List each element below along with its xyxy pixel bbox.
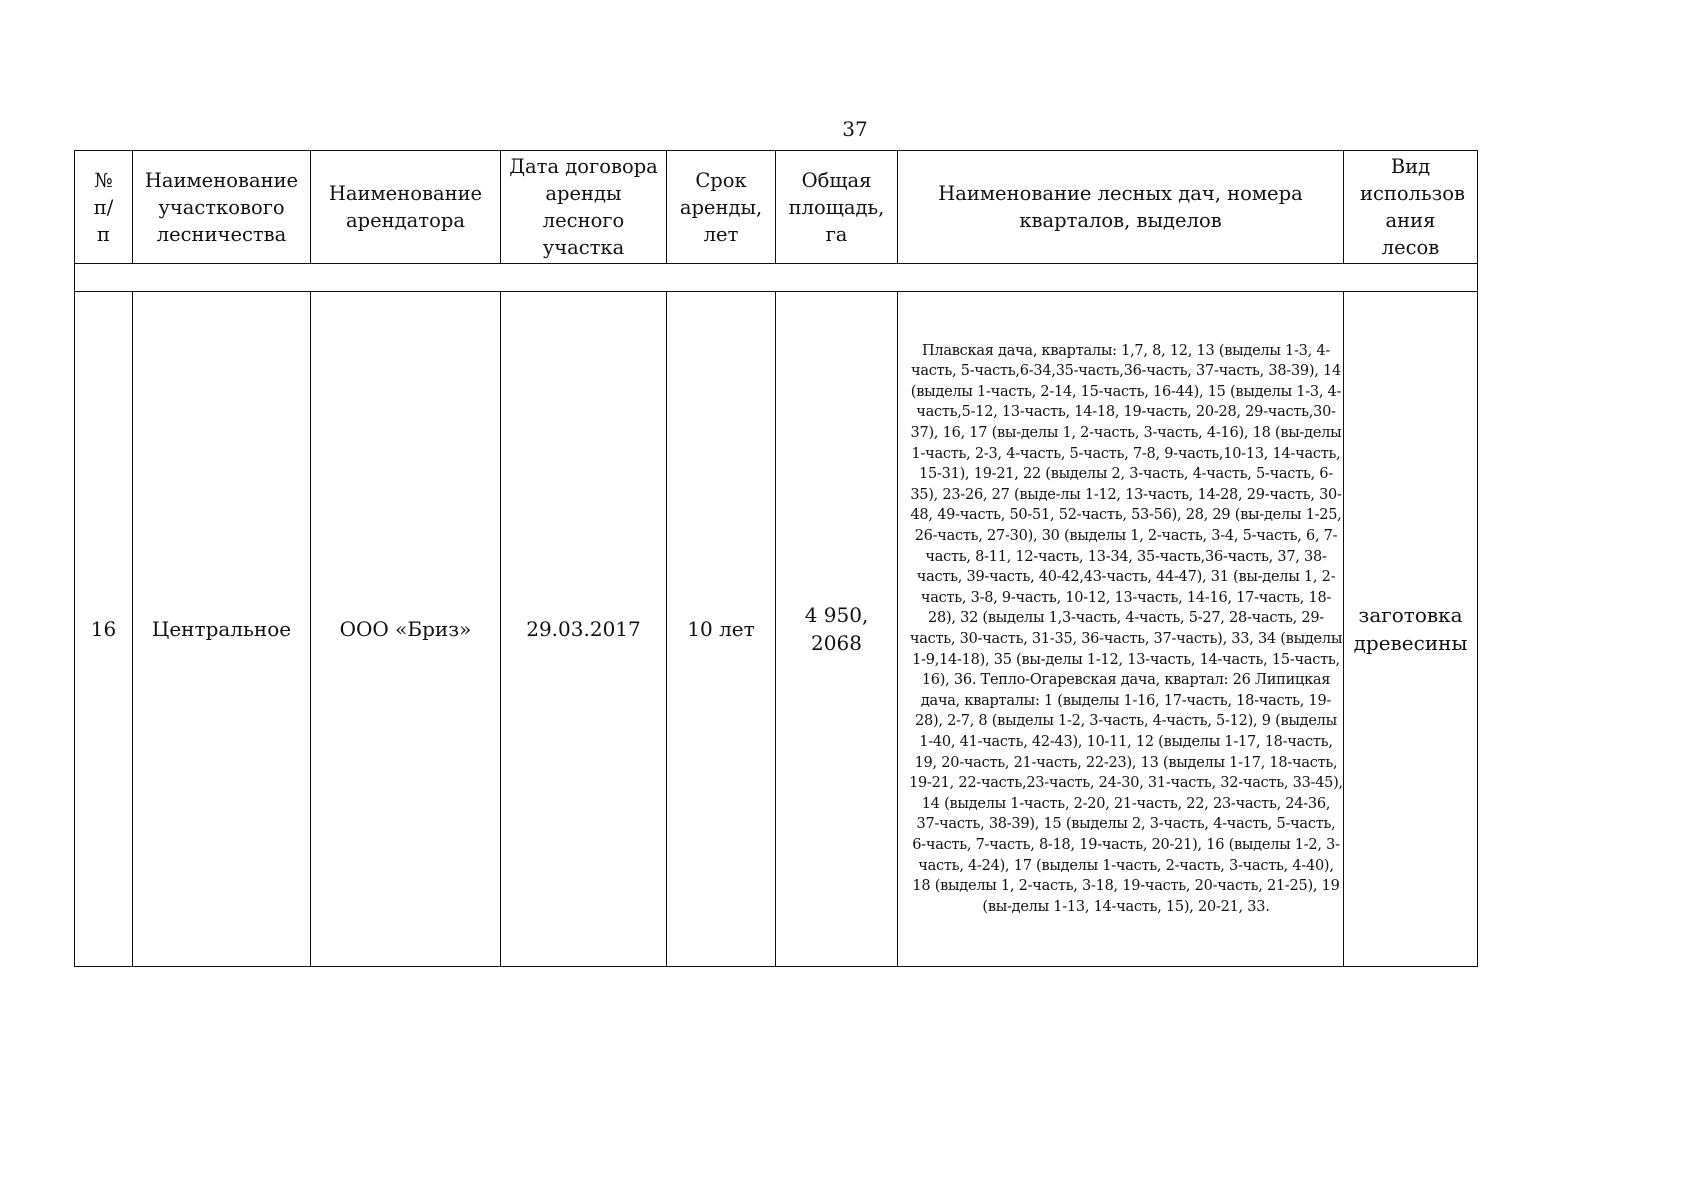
table-header-row bbox=[75, 151, 1478, 264]
spacer-cell bbox=[75, 264, 1478, 292]
plots-text: Плавская дача, кварталы: 1,7, 8, 12, 13 (выделы 1-3, 4-часть, 5-часть,6-34,35-часть,36-часть, 37-часть, 38-39), 14 (выделы 1-часть, 2-14, 15-часть, 16-44), 15 (выделы 1-3, 4-часть,5-12, 13-часть, 14-18, 19-часть, 20-28, 29-часть,30-37), 16, 17 (вы-делы 1, 2-часть, 3-часть, 4-16), 18 (вы-делы 1-часть, 2-3, 4-часть, 5-часть, 7-8, 9-часть,10-13, 14-часть, 15-31), 19-21, 22 (выделы 2, 3-часть, 4-часть, 5-часть, 6-35), 23-26, 27 (выде-лы 1-12, 13-часть, 14-28, 29-часть, 30-48, 49-часть, 50-51, 52-часть, 53-56), 28, 29 (вы-делы 1-25, 26-часть, 27-30), 30 (выделы 1, 2-часть, 3-4, 5-часть, 6, 7-часть, 8-11, 12-часть, 13-34, 35-часть,36-часть, 37, 38-часть, 39-часть, 40-42,43-часть, 44-47), 31 (вы-делы 1, 2-часть, 3-8, 9-часть, 10-12, 13-часть, 14-16, 17-часть, 18-28), 32 (выделы 1,3-часть, 4-часть, 5-27, 28-часть, 29-часть, 30-часть, 31-35, 36-часть, 37-часть), 33, 34 (выделы 1-9,14-18), 35 (вы-делы 1-12, 13-часть, 14-часть, 15-часть, 16), 36. Тепло-Огаревская дача, квартал: 26 Липицкая дача, кварталы: 1 (выделы 1-16, 17-часть, 18-часть, 19-28), 2-7, 8 (выделы 1-2, 3-часть, 4-часть, 5-12), 9 (выделы 1-40, 41-часть, 42-43), 10-11, 12 (выделы 1-17, 18-часть, 19, 20-часть, 21-часть, 22-23), 13 (выделы 1-17, 18-часть, 19-21, 22-часть,23-часть, 24-30, 31-часть, 32-часть, 33-45), 14 (выделы 1-часть, 2-20, 21-часть, 22, 23-часть, 24-36, 37-часть, 38-39), 15 (выделы 2, 3-часть, 4-часть, 5-часть, 6-часть, 7-часть, 8-18, 19-часть, 20-21), 16 (выделы 1-2, 3-часть, 4-24), 17 (выделы 1-часть, 2-часть, 3-часть, 4-40), 18 (выделы 1, 2-часть, 3-18, 19-часть, 20-часть, 21-25), 19 (вы-делы 1-13, 14-часть, 15), 20-21, 33. bbox=[909, 342, 1343, 915]
cell-usage: заготовка древесины bbox=[1344, 292, 1478, 967]
header-usage: Вид использов ания лесов bbox=[1344, 151, 1478, 264]
cell-forestry: Центральное bbox=[133, 292, 311, 967]
header-contract-date: Дата договора аренды лесного участка bbox=[501, 151, 667, 264]
table-spacer-row bbox=[75, 264, 1478, 292]
cell-tenant: ООО «Бриз» bbox=[311, 292, 501, 967]
cell-area: 4 950, 2068 bbox=[776, 292, 898, 967]
header-area: Общая площадь, га bbox=[776, 151, 898, 264]
header-tenant: Наименование арендатора bbox=[311, 151, 501, 264]
header-plots: Наименование лесных дач, номера кварталов, выделов bbox=[898, 151, 1344, 264]
forest-lease-table bbox=[74, 150, 1478, 967]
cell-contract-date: 29.03.2017 bbox=[501, 292, 667, 967]
header-num: № п/п bbox=[75, 151, 133, 264]
page-number: 37 bbox=[842, 117, 868, 141]
table-row bbox=[75, 292, 1478, 967]
cell-term: 10 лет bbox=[667, 292, 776, 967]
cell-plots bbox=[898, 292, 1344, 967]
header-forestry: Наименование участкового лесничества bbox=[133, 151, 311, 264]
header-term: Срок аренды, лет bbox=[667, 151, 776, 264]
cell-num: 16 bbox=[75, 292, 133, 967]
